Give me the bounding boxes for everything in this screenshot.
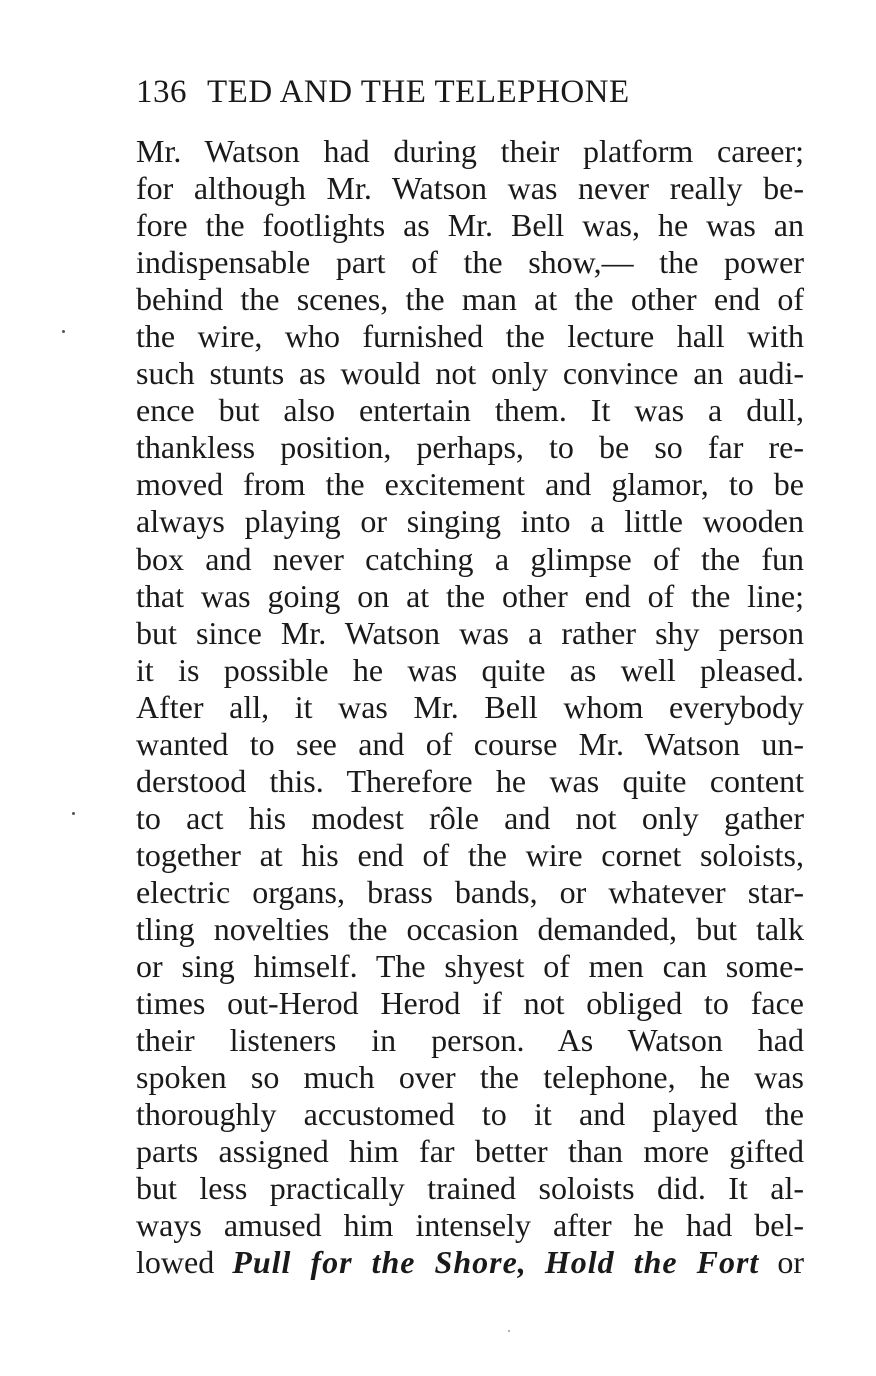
text-fragment: or [777,1244,805,1281]
text-line: parts assigned him far better than more gifted [136,1133,804,1170]
text-line: it is possible he was quite as well pleased. [136,651,804,688]
song-title-hold-the-fort: Hold the Fort [544,1244,760,1281]
text-line: After all, it was Mr. Bell whom everybody [136,688,804,725]
margin-speck [508,1330,510,1332]
text-line: electric organs, brass bands, or whatever star- [136,873,804,910]
text-line: tling novelties the occasion demanded, but talk [136,910,804,947]
margin-speck [72,812,75,815]
text-fragment: lowed [136,1244,215,1281]
text-line: for although Mr. Watson was never really be- [136,170,804,207]
text-line: together at his end of the wire cornet soloists, [136,836,804,873]
text-line: always playing or singing into a little wooden [136,503,804,540]
text-line: the wire, who furnished the lecture hall with [136,318,804,355]
text-line: derstood this. Therefore he was quite content [136,762,804,799]
text-line: to act his modest rôle and not only gather [136,799,804,836]
text-line: ways amused him intensely after he had bel- [136,1207,804,1244]
text-line: moved from the excitement and glamor, to be [136,466,804,503]
running-title: TED AND THE TELEPHONE [207,74,630,110]
text-line: that was going on at the other end of the line; [136,577,804,614]
text-line: behind the scenes, the man at the other end of [136,281,804,318]
text-line: fore the footlights as Mr. Bell was, he was an [136,207,804,244]
text-line: box and never catching a glimpse of the fun [136,540,804,577]
body-text [136,133,804,1281]
text-line-last [136,1244,804,1281]
text-line: times out-Herod Herod if not obliged to face [136,985,804,1022]
page-number: 136 [136,74,187,110]
text-line: their listeners in person. As Watson had [136,1022,804,1059]
text-line: wanted to see and of course Mr. Watson un- [136,725,804,762]
text-line: thoroughly accustomed to it and played the [136,1096,804,1133]
text-line: Mr. Watson had during their platform career; [136,133,804,169]
text-line: or sing himself. The shyest of men can some- [136,948,804,985]
text-line: spoken so much over the telephone, he was [136,1059,804,1096]
text-line: but less practically trained soloists did. It al- [136,1170,804,1207]
text-line: ence but also entertain them. It was a dull, [136,392,804,429]
text-line: but since Mr. Watson was a rather shy person [136,614,804,651]
text-line: such stunts as would not only convince an audi- [136,355,804,392]
text-line: indispensable part of the show,— the power [136,244,804,281]
text-line: thankless position, perhaps, to be so far re- [136,429,804,466]
margin-speck [62,330,65,333]
running-header [136,70,816,114]
song-title-pull-for-the-shore: Pull for the Shore, [232,1244,527,1281]
